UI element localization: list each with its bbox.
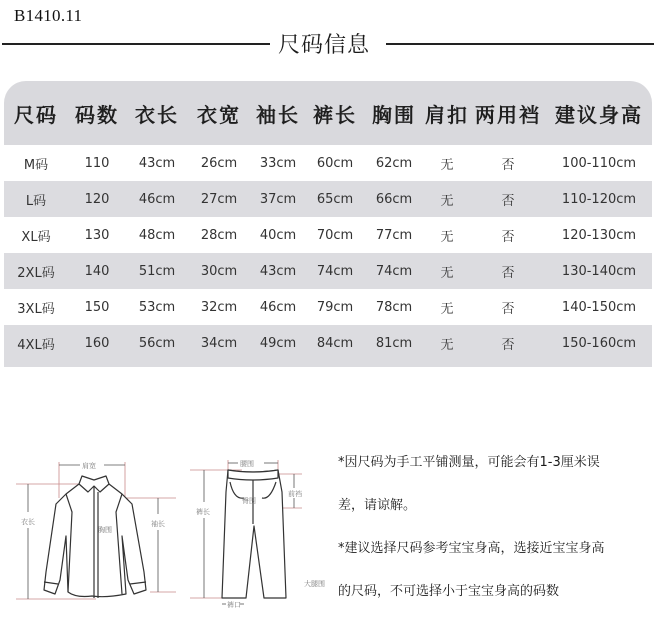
cell-size-number: 120 bbox=[84, 191, 110, 207]
cell-shoulder-button: 无 bbox=[440, 229, 454, 245]
cell-dual-crotch: 否 bbox=[501, 301, 515, 317]
cell-pants-length: 60cm bbox=[316, 155, 354, 171]
cell-chest: 81cm bbox=[375, 335, 413, 351]
section-title-row bbox=[0, 28, 654, 60]
table-row bbox=[4, 217, 652, 253]
note-line: 差，请谅解。 bbox=[338, 498, 417, 513]
header-size-number: 码数 bbox=[75, 102, 119, 127]
cell-size: 3XL码 bbox=[17, 301, 55, 317]
cell-shoulder-button: 无 bbox=[440, 337, 454, 353]
label-sleeve-length: 袖长 bbox=[151, 520, 165, 528]
table-row bbox=[4, 181, 652, 217]
label-shoulder-width: 肩宽 bbox=[82, 462, 96, 470]
label-waist: 腰围 bbox=[240, 460, 254, 468]
cell-chest: 66cm bbox=[375, 191, 413, 207]
header-shoulder-button: 肩扣 bbox=[425, 102, 469, 127]
note-line: *因尺码为手工平铺测量，可能会有1-3厘米误 bbox=[338, 455, 600, 470]
cell-dual-crotch: 否 bbox=[501, 193, 515, 209]
cell-sleeve-length: 33cm bbox=[259, 155, 297, 171]
cell-sleeve-length: 43cm bbox=[259, 263, 297, 279]
cell-top-length: 43cm bbox=[138, 155, 176, 171]
product-code: B1410.11 bbox=[14, 6, 83, 25]
cell-dual-crotch: 否 bbox=[501, 229, 515, 245]
header-recommended-height: 建议身高 bbox=[555, 102, 643, 127]
cell-top-length: 51cm bbox=[138, 263, 176, 279]
label-pants-length: 裤长 bbox=[196, 508, 210, 516]
cell-chest: 78cm bbox=[375, 299, 413, 315]
header-sleeve-length: 袖长 bbox=[256, 102, 300, 127]
cell-top-width: 28cm bbox=[200, 227, 238, 243]
cell-chest: 74cm bbox=[375, 263, 413, 279]
cell-size-number: 150 bbox=[84, 299, 110, 315]
section-title: 尺码信息 bbox=[278, 33, 371, 58]
size-table bbox=[4, 81, 652, 367]
cell-pants-length: 84cm bbox=[316, 335, 354, 351]
title-divider-left bbox=[2, 43, 270, 45]
table-row bbox=[4, 253, 652, 289]
cell-recommended-height: 110-120cm bbox=[561, 191, 637, 207]
cell-pants-length: 65cm bbox=[316, 191, 354, 207]
label-front-rise: 前裆 bbox=[288, 490, 302, 498]
size-notes bbox=[338, 456, 654, 628]
header-chest: 胸围 bbox=[372, 102, 416, 127]
cell-size: 2XL码 bbox=[17, 265, 55, 281]
cell-recommended-height: 140-150cm bbox=[561, 299, 637, 315]
cell-size-number: 130 bbox=[84, 227, 110, 243]
cell-size-number: 160 bbox=[84, 335, 110, 351]
cell-sleeve-length: 40cm bbox=[259, 227, 297, 243]
header-dual-crotch: 两用裆 bbox=[475, 102, 541, 127]
cell-shoulder-button: 无 bbox=[440, 301, 454, 317]
cell-shoulder-button: 无 bbox=[440, 265, 454, 281]
cell-top-length: 56cm bbox=[138, 335, 176, 351]
note-line: *建议选择尺码参考宝宝身高，选接近宝宝身高 bbox=[338, 541, 605, 556]
header-top-length: 衣长 bbox=[135, 102, 179, 127]
cell-shoulder-button: 无 bbox=[440, 193, 454, 209]
cell-top-width: 30cm bbox=[200, 263, 238, 279]
cell-pants-length: 79cm bbox=[316, 299, 354, 315]
title-divider-right bbox=[386, 43, 654, 45]
table-row bbox=[4, 289, 652, 325]
cell-shoulder-button: 无 bbox=[440, 157, 454, 173]
cell-chest: 62cm bbox=[375, 155, 413, 171]
cell-recommended-height: 130-140cm bbox=[561, 263, 637, 279]
cell-top-width: 26cm bbox=[200, 155, 238, 171]
label-thigh: 大腿围 bbox=[304, 580, 325, 588]
cell-top-length: 46cm bbox=[138, 191, 176, 207]
header-size: 尺码 bbox=[14, 102, 58, 127]
header-top-width: 衣宽 bbox=[197, 102, 241, 127]
cell-top-length: 48cm bbox=[138, 227, 176, 243]
cell-sleeve-length: 37cm bbox=[259, 191, 297, 207]
pants-measurement-diagram bbox=[182, 452, 332, 612]
cell-top-width: 34cm bbox=[200, 335, 238, 351]
cell-size: M码 bbox=[23, 157, 49, 173]
label-chest: 胸围 bbox=[98, 526, 112, 534]
cell-dual-crotch: 否 bbox=[501, 157, 515, 173]
table-row bbox=[4, 325, 652, 367]
label-leg-opening: 裤口 bbox=[227, 601, 241, 609]
label-top-length: 衣长 bbox=[21, 518, 35, 526]
cell-dual-crotch: 否 bbox=[501, 337, 515, 353]
cell-size-number: 110 bbox=[84, 155, 110, 171]
cell-size: 4XL码 bbox=[17, 337, 55, 353]
cell-chest: 77cm bbox=[375, 227, 413, 243]
cell-pants-length: 74cm bbox=[316, 263, 354, 279]
table-row bbox=[4, 145, 652, 181]
cell-top-width: 27cm bbox=[200, 191, 238, 207]
cell-top-width: 32cm bbox=[200, 299, 238, 315]
cell-sleeve-length: 49cm bbox=[259, 335, 297, 351]
shirt-measurement-diagram bbox=[10, 452, 182, 602]
size-table-header bbox=[4, 81, 652, 145]
note-line: 的尺码，不可选择小于宝宝身高的码数 bbox=[338, 584, 560, 599]
cell-size: L码 bbox=[25, 193, 47, 209]
cell-recommended-height: 100-110cm bbox=[561, 155, 637, 171]
cell-top-length: 53cm bbox=[138, 299, 176, 315]
cell-dual-crotch: 否 bbox=[501, 265, 515, 281]
pants-icon bbox=[182, 452, 332, 612]
cell-recommended-height: 120-130cm bbox=[561, 227, 637, 243]
header-pants-length: 裤长 bbox=[313, 102, 357, 127]
cell-recommended-height: 150-160cm bbox=[561, 335, 637, 351]
cell-size: XL码 bbox=[21, 229, 51, 245]
shirt-icon bbox=[10, 452, 182, 602]
cell-pants-length: 70cm bbox=[316, 227, 354, 243]
cell-sleeve-length: 46cm bbox=[259, 299, 297, 315]
label-hip: 臀围 bbox=[242, 497, 256, 505]
cell-size-number: 140 bbox=[84, 263, 110, 279]
